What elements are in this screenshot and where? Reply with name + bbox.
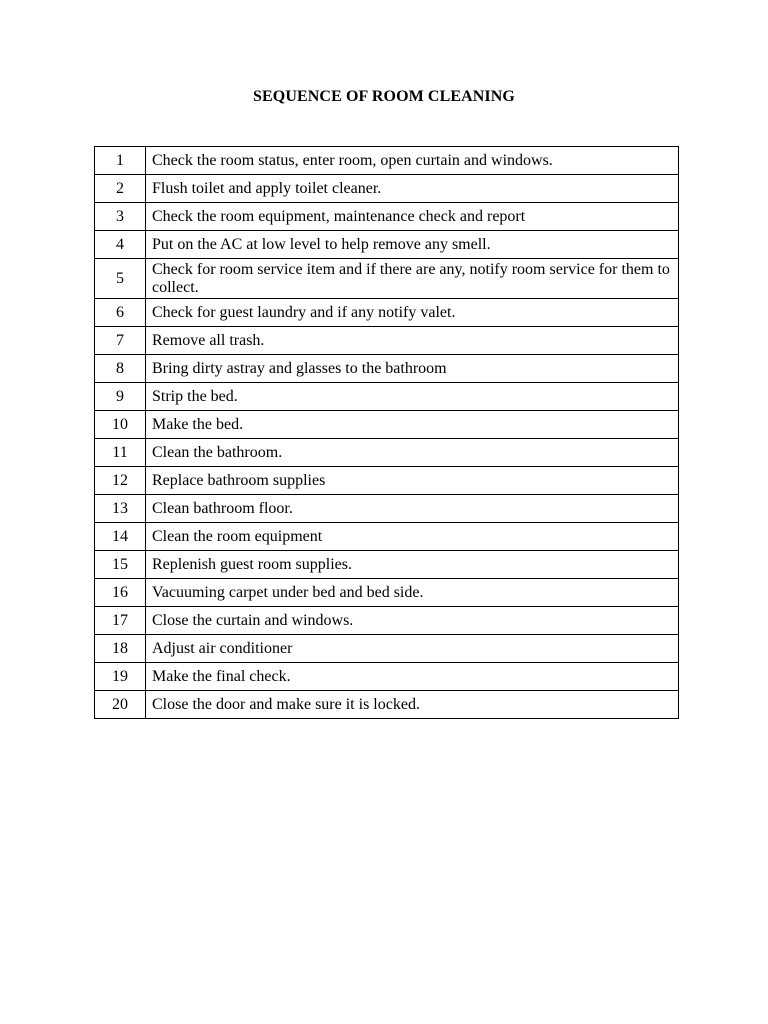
step-number: 9 [95, 383, 146, 411]
step-description: Replace bathroom supplies [146, 467, 679, 495]
table-row [95, 299, 679, 327]
table-row [95, 663, 679, 691]
step-description: Adjust air conditioner [146, 635, 679, 663]
step-description: Remove all trash. [146, 327, 679, 355]
table-row [95, 175, 679, 203]
step-number: 13 [95, 495, 146, 523]
table-row [95, 579, 679, 607]
step-number: 15 [95, 551, 146, 579]
table-row [95, 607, 679, 635]
step-number: 19 [95, 663, 146, 691]
step-description: Close the door and make sure it is locked. [146, 691, 679, 719]
step-number: 4 [95, 231, 146, 259]
step-description: Close the curtain and windows. [146, 607, 679, 635]
table-row [95, 259, 679, 299]
table-row [95, 147, 679, 175]
step-description: Strip the bed. [146, 383, 679, 411]
table-row [95, 355, 679, 383]
table-row [95, 203, 679, 231]
table-row [95, 635, 679, 663]
table-row [95, 551, 679, 579]
step-description: Check the room equipment, maintenance check and report [146, 203, 679, 231]
step-number: 17 [95, 607, 146, 635]
step-description: Check the room status, enter room, open curtain and windows. [146, 147, 679, 175]
step-description: Make the final check. [146, 663, 679, 691]
step-description: Bring dirty astray and glasses to the bathroom [146, 355, 679, 383]
step-description: Check for guest laundry and if any notify valet. [146, 299, 679, 327]
step-description: Clean bathroom floor. [146, 495, 679, 523]
table-row [95, 439, 679, 467]
table-row [95, 467, 679, 495]
step-description: Clean the bathroom. [146, 439, 679, 467]
step-description: Clean the room equipment [146, 523, 679, 551]
step-description: Replenish guest room supplies. [146, 551, 679, 579]
cleaning-steps-table [94, 146, 679, 719]
table-row [95, 691, 679, 719]
step-number: 20 [95, 691, 146, 719]
table-row [95, 411, 679, 439]
step-number: 14 [95, 523, 146, 551]
step-number: 10 [95, 411, 146, 439]
step-description: Put on the AC at low level to help remove any smell. [146, 231, 679, 259]
step-description: Check for room service item and if there are any, notify room service for them to collect. [146, 259, 679, 299]
step-number: 8 [95, 355, 146, 383]
table-row [95, 327, 679, 355]
step-number: 6 [95, 299, 146, 327]
step-number: 3 [95, 203, 146, 231]
step-number: 5 [95, 259, 146, 299]
table-row [95, 495, 679, 523]
table-row [95, 383, 679, 411]
step-number: 7 [95, 327, 146, 355]
step-number: 12 [95, 467, 146, 495]
step-description: Flush toilet and apply toilet cleaner. [146, 175, 679, 203]
table-row [95, 523, 679, 551]
step-number: 2 [95, 175, 146, 203]
step-number: 11 [95, 439, 146, 467]
step-number: 16 [95, 579, 146, 607]
page-title: SEQUENCE OF ROOM CLEANING [253, 88, 515, 105]
step-number: 1 [95, 147, 146, 175]
step-description: Make the bed. [146, 411, 679, 439]
step-number: 18 [95, 635, 146, 663]
table-row [95, 231, 679, 259]
step-description: Vacuuming carpet under bed and bed side. [146, 579, 679, 607]
